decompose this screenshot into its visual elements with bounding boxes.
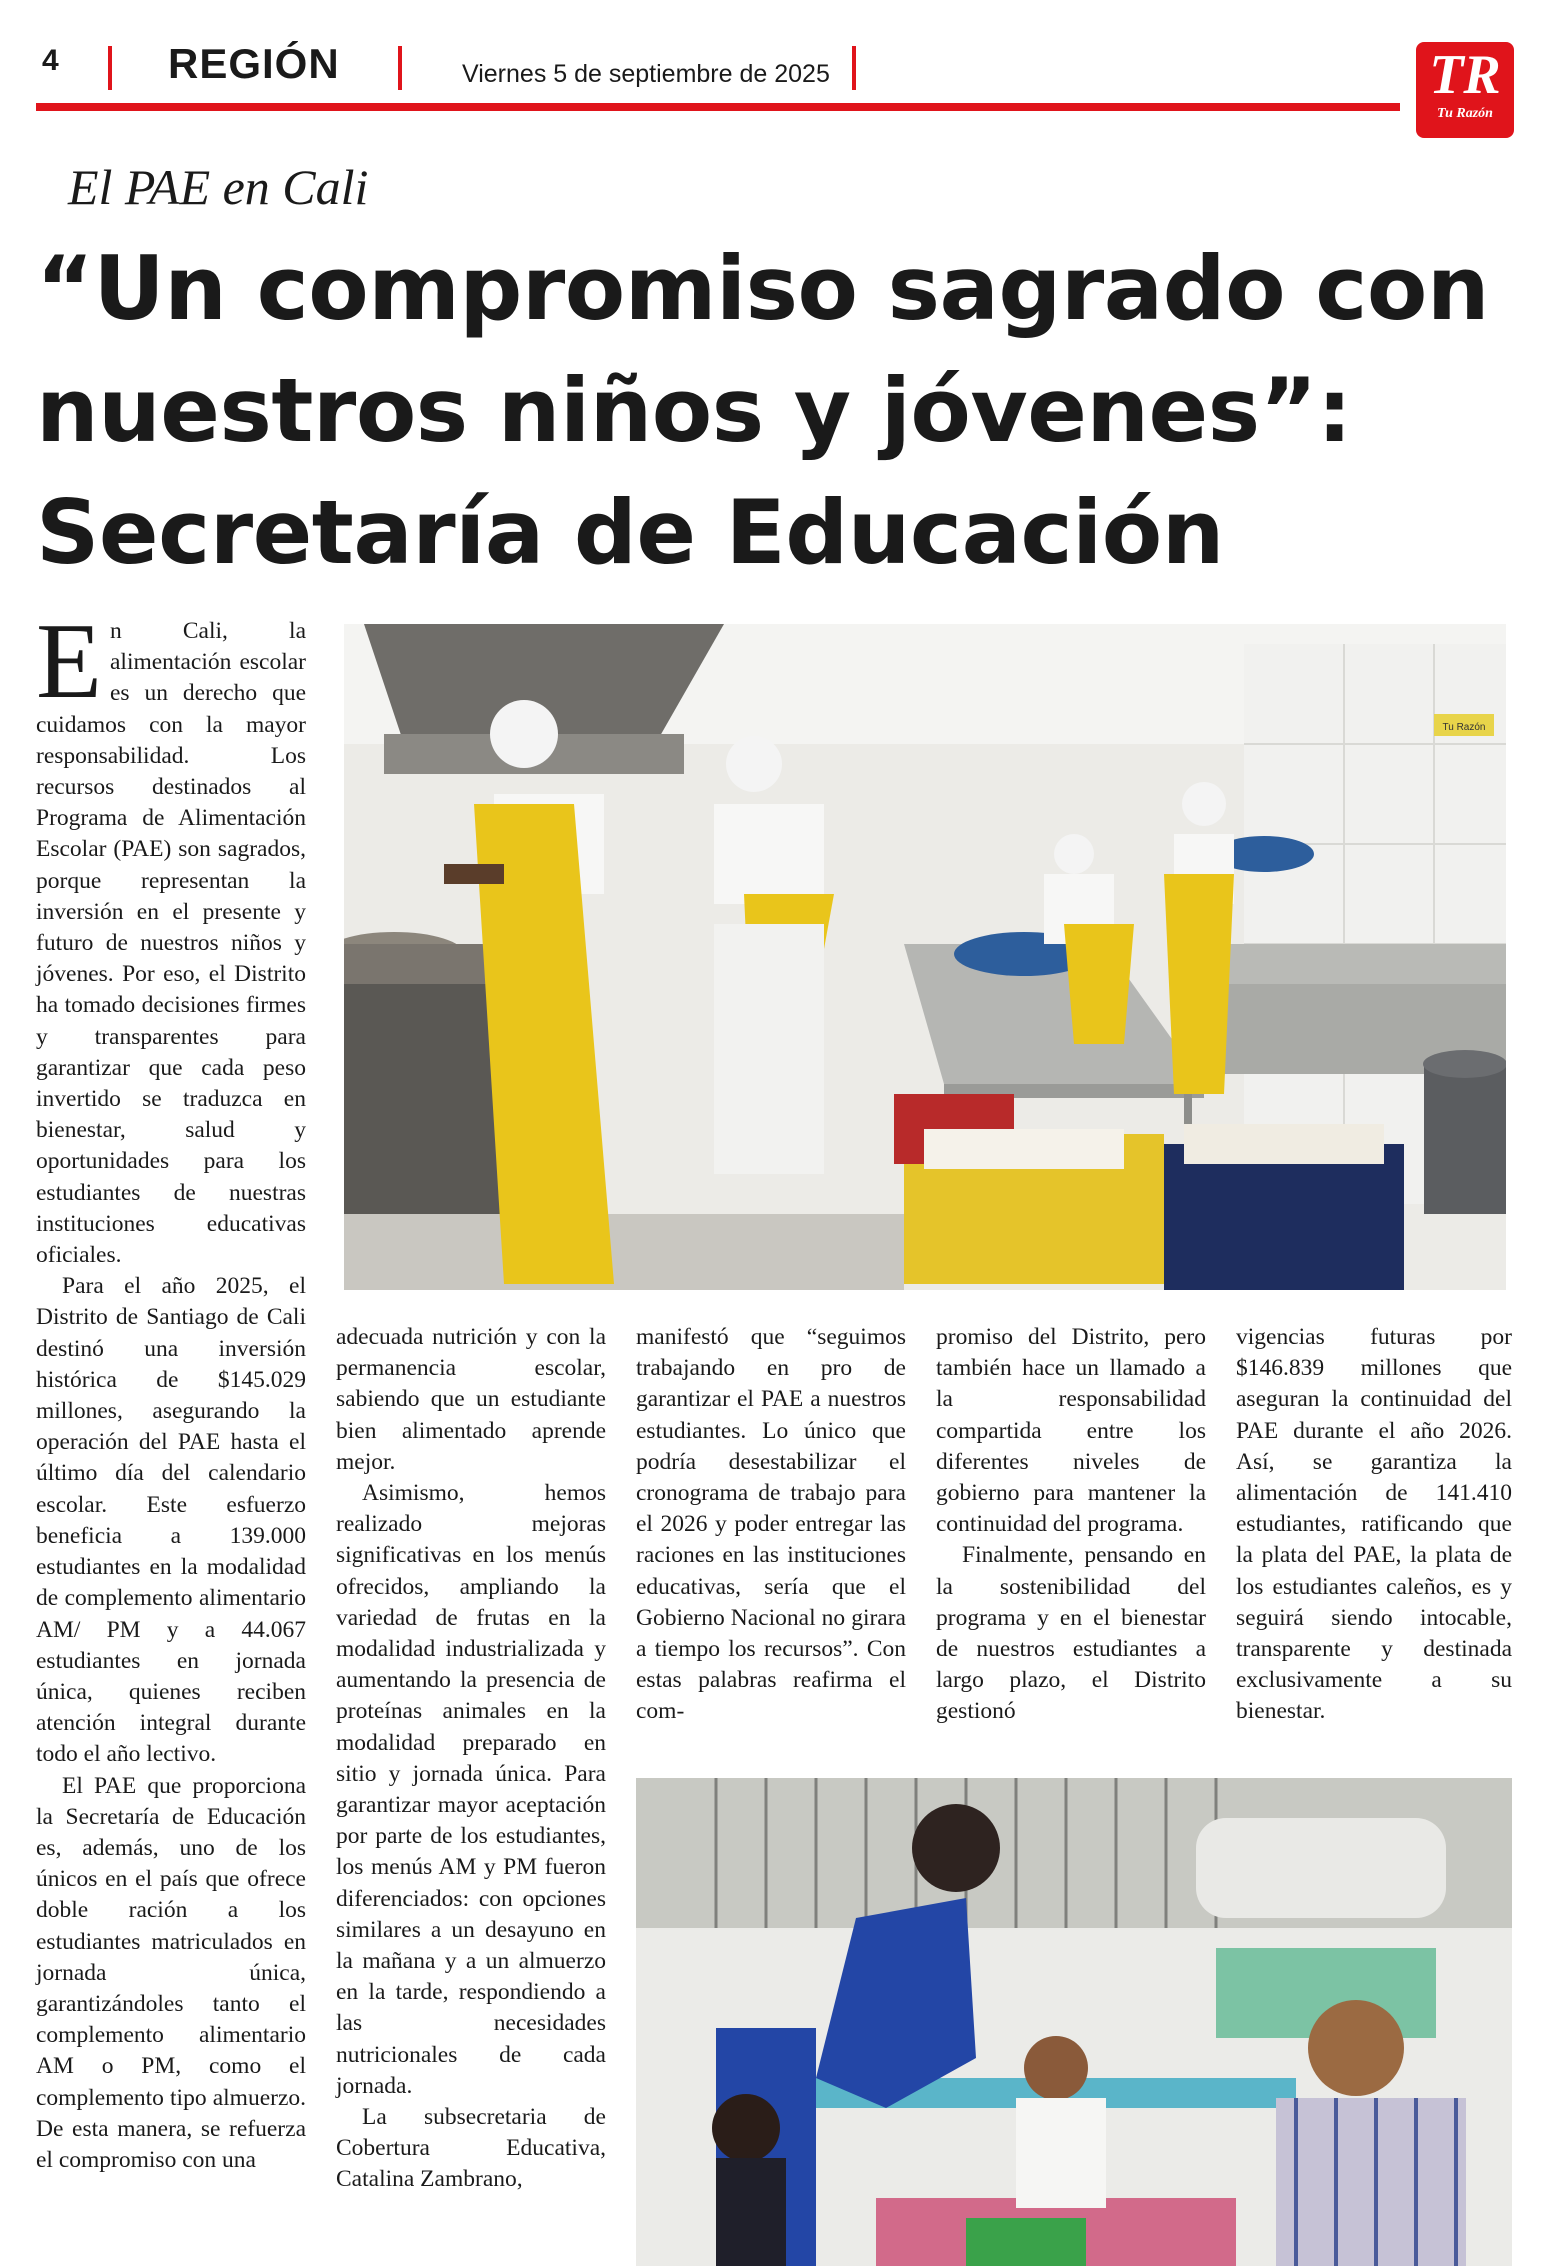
header-divider	[852, 46, 856, 90]
kitchen-sign-text: Tu Razón	[1442, 722, 1486, 733]
school-dining-photo	[636, 1778, 1512, 2266]
article-paragraph: Finalmente, pensando en la sostenibilidad del programa y en el bienestar de nuestros estudiantes a largo plazo, el Distrito gestionó	[936, 1542, 1206, 1725]
logo-letters: TR	[1429, 44, 1501, 106]
kitchen-photo	[344, 624, 1506, 1290]
header-rule	[36, 103, 1400, 111]
drop-cap: E	[36, 602, 102, 721]
article-column-1	[36, 602, 306, 2176]
page-number: 4	[42, 44, 59, 77]
article-column-5	[1236, 1322, 1512, 1728]
article-paragraph: Para el año 2025, el Distrito de Santiago de Cali destinó una inversión histórica de $145.029 millones, asegurando la operación del PAE hasta el último día del calendario escolar. Este esfuerzo beneficia a 139.000 estudiantes en la modalidad de complemento alimentario AM/ PM y a 44.067 estudiantes en jornada única, quienes reciben atención integral durante todo el año lectivo.	[36, 1273, 306, 1768]
paragraph-text: n Cali, la alimentación escolar es un derecho que cuidamos con la mayor responsabilidad. Los recursos destinados al Programa de Alimentación Escolar (PAE) son sagrados, porque representan la inversión en el presente y futuro de nuestros niños y jóvenes. Por eso, el Distrito ha tomado decisiones firmes y transparentes para garantizar que cada peso invertido se traduzca en bienestar, salud y oportunidades para los estudiantes de nuestras instituciones educativas oficiales.	[36, 618, 306, 1269]
section-title: REGIÓN	[168, 40, 340, 87]
header-divider	[108, 46, 112, 90]
article-column-2	[336, 1322, 606, 2196]
article-headline: “Un compromiso sagrado con nuestros niños y jóvenes”: Secretaría de Educación	[36, 237, 1489, 584]
article-paragraph: manifestó que “seguimos trabajando en pro de garantizar el PAE a nuestros estudiantes. Lo único que podría desestabilizar el cronograma de trabajo para el 2026 y poder entregar las raciones en las instituciones educativas, sería que el Gobierno Nacional no girara a tiempo los recursos”. Con estas palabras reafirma el com-	[636, 1324, 906, 1725]
article-kicker: El PAE en Cali	[68, 159, 369, 215]
article-paragraph	[36, 602, 306, 1271]
article-column-4	[936, 1322, 1206, 1728]
issue-date: Viernes 5 de septiembre de 2025	[462, 60, 830, 88]
header-divider	[398, 46, 402, 90]
article-paragraph: Asimismo, hemos realizado mejoras significativas en los menús ofrecidos, ampliando la variedad de frutas en la modalidad industrializada y aumentando la presencia de proteínas animales en la modalidad preparado en sitio y jornada única. Para garantizar mayor aceptación por parte de los estudiantes, los menús AM y PM fueron diferenciados: con opciones similares a un desayuno en la mañana y a un almuerzo en la tarde, respondiendo a las necesidades nutricionales de cada jornada.	[336, 1480, 606, 2099]
logo-tagline: Tu Razón	[1437, 106, 1493, 121]
article-paragraph: vigencias futuras por $146.839 millones que aseguran la continuidad del PAE durante el año 2026. Así, se garantiza la alimentación de 141.410 estudiantes, ratificando que la plata del PAE, la plata de los estudiantes caleños, es y seguirá siendo intocable, transparente y destinada exclusivamente a su bienestar.	[1236, 1324, 1512, 1725]
newspaper-logo	[1416, 42, 1514, 138]
article-paragraph: El PAE que proporciona la Secretaría de Educación es, además, uno de los únicos en el país que ofrece doble ración a los estudiantes matriculados en jornada única, garantizándoles tanto el complemento alimentario AM o PM, como el complemento tipo almuerzo. De esta manera, se refuerza el compromiso con una	[36, 1772, 306, 2173]
article-paragraph: promiso del Distrito, pero también hace un llamado a la responsabilidad compartida entre los diferentes niveles de gobierno para mantener la continuidad del programa.	[936, 1324, 1206, 1538]
article-paragraph: La subsecretaria de Cobertura Educativa, Catalina Zambrano,	[336, 2104, 606, 2193]
article-column-3	[636, 1322, 906, 1728]
article-paragraph: adecuada nutrición y con la permanencia escolar, sabiendo que un estudiante bien alimentado aprende mejor.	[336, 1324, 606, 1475]
